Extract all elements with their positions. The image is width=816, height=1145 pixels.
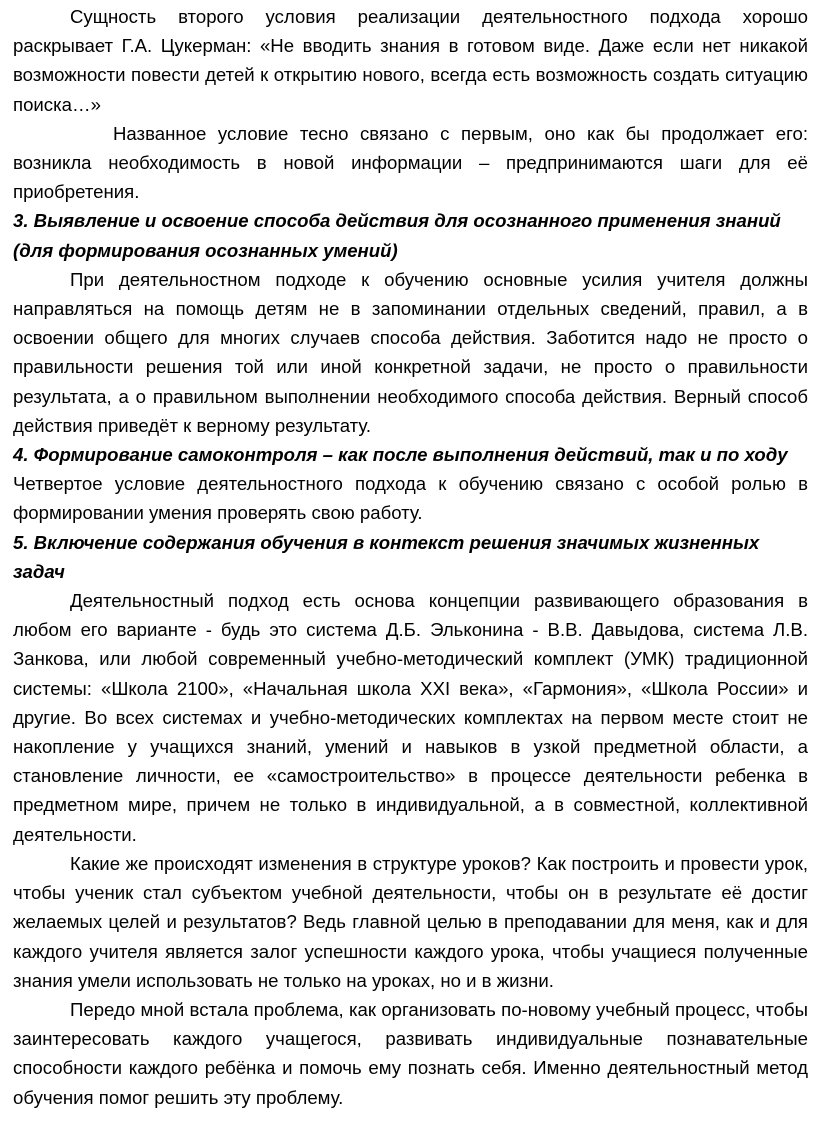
section-heading-5: 5. Включение содержания обучения в контекст решения значимых жизненных задач: [13, 531, 760, 582]
section-heading-4: 4. Формирование самоконтроля – как после выполнения действий, так и по ходу: [13, 444, 788, 466]
section-heading-3: 3. Выявление и освоение способа действия для осознанного применения знаний (для формирования осознанных умений): [13, 210, 781, 261]
paragraph-tsukerman-quote: Сущность второго условия реализации деятельностного подхода хорошо раскрывает Г.А. Цукерман: «Не вводить знания в готовом виде. Даже если нет никакой возможности повести детей к открытию нового, всегда есть возможность создать ситуацию поиска…»: [13, 6, 808, 115]
paragraph-condition-link: Названное условие тесно связано с первым, оно как бы продолжает его: возникла необходимость в новой информации – предпринимаются шаги для её приобретения.: [13, 122, 808, 203]
paragraph-self-control: Четвертое условие деятельностного подхода к обучению связано с особой ролью в формировании умения проверять свою работу.: [13, 473, 808, 524]
paragraph-problem: Передо мной встала проблема, как организовать по-новому учебный процесс, чтобы заинтересовать каждого учащегося, развивать индивидуальные познавательные способности каждого ребёнка и помочь ему познать себя. Именно деятельностный метод обучения помог решить эту проблему.: [13, 998, 808, 1108]
paragraph-developmental-education: Деятельностный подход есть основа концепции развивающего образования в любом его варианте - будь это система Д.Б. Эльконина - В.В. Давыдова, система Л.В. Занкова, или любой современный учебно-методический комплект (УМК) традиционной системы: «Школа 2100», «Начальная школа XXI века», «Гармония», «Школа России» и другие. Во всех системах и учебно-методических комплектах на первом месте стоит не накопление у учащихся знаний, умений и навыков в узкой предметной области, а становление личности, ее «самостроительство» в процессе деятельности ребенка в предметном мире, причем не только в индивидуальной, а в совместной, коллективной деятельности.: [13, 590, 808, 845]
paragraph-lesson-structure: Какие же происходят изменения в структуре уроков? Как построить и провести урок, чтобы ученик стал субъектом учебной деятельности, чтобы он в результате её достиг желаемых целей и результатов? Ведь главной целью в преподавании для меня, как и для каждого учителя является залог успешности каждого урока, чтобы учащиеся полученные знания умели использовать не только на уроках, но и в жизни.: [13, 852, 808, 991]
paragraph-action-method: При деятельностном подходе к обучению основные усилия учителя должны направляться на помощь детям не в запоминании отдельных сведений, правил, а в освоении общего для многих случаев способа действия. Заботится надо не просто о правильности решения той или иной конкретной задачи, не просто о правильности результата, а о правильном выполнении необходимого способа действия. Верный способ действия приведёт к верному результату.: [13, 268, 808, 436]
